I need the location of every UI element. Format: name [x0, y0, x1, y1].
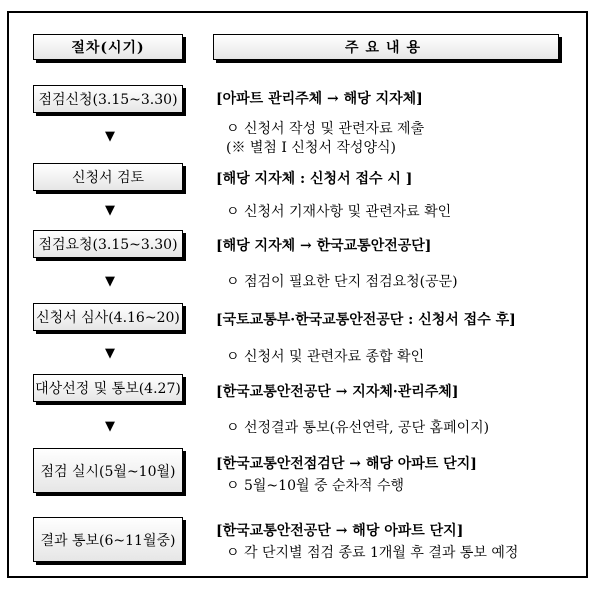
down-arrow-icon: ▼ — [105, 419, 115, 434]
step-item: (※ 별첨 Ⅰ 신청서 작성양식) — [226, 140, 396, 156]
step-box-review: 신청서 검토 — [33, 163, 183, 191]
step-box-application: 점검신청(3.15~3.30) — [33, 85, 183, 113]
step-box-inspection: 점검 실시(5월~10월) — [33, 448, 183, 493]
step-item: ㅇ 5월~10월 중 순차적 수행 — [226, 475, 404, 495]
step-item: ㅇ 점검이 필요한 단지 점검요청(공문) — [226, 271, 458, 291]
down-arrow-icon: ▼ — [105, 129, 115, 144]
step-item: ㅇ 신청서 및 관련자료 종합 확인 — [226, 346, 424, 366]
step-box-request: 점검요청(3.15~3.30) — [33, 230, 183, 258]
bullet-marker: ㅇ — [226, 349, 240, 365]
step-title-inspection: [한국교통안전점검단 → 해당 아파트 단지] — [216, 456, 477, 472]
step-title-application: [아파트 관리주체 → 해당 지자체] — [216, 91, 423, 107]
bullet-marker: ㅇ — [226, 274, 240, 290]
step-item: ㅇ 선정결과 통보(유선연락, 공단 홈페이지) — [226, 417, 489, 437]
step-box-result: 결과 통보(6~11월중) — [33, 517, 183, 562]
step-title-review: [해당 지자체 : 신청서 접수 시 ] — [216, 171, 413, 187]
step-title-screening: [국토교통부·한국교통안전공단 : 신청서 접수 후] — [216, 312, 516, 328]
step-box-selection: 대상선정 및 통보(4.27) — [33, 374, 183, 402]
down-arrow-icon: ▼ — [105, 203, 115, 218]
step-item: ㅇ 신청서 기재사항 및 관련자료 확인 — [226, 201, 451, 221]
step-title-request: [해당 지자체 → 한국교통안전공단] — [216, 238, 432, 254]
down-arrow-icon: ▼ — [105, 274, 115, 289]
header-main-content: 주요내용 — [213, 34, 559, 60]
step-title-selection: [한국교통안전공단 → 지자체·관리주체] — [216, 384, 459, 400]
step-item: ㅇ 신청서 작성 및 관련자료 제출 — [226, 118, 424, 138]
bullet-marker: ㅇ — [226, 545, 240, 561]
down-arrow-icon: ▼ — [105, 346, 115, 361]
bullet-marker: ㅇ — [226, 478, 240, 494]
step-item: ㅇ 각 단지별 점검 종료 1개월 후 결과 통보 예정 — [226, 542, 518, 562]
bullet-marker: ㅇ — [226, 204, 240, 220]
bullet-marker: ㅇ — [226, 420, 240, 436]
step-title-result: [한국교통안전공단 → 해당 아파트 단지] — [216, 523, 464, 539]
header-procedure: 절차(시기) — [33, 34, 183, 60]
bullet-marker: ㅇ — [226, 121, 240, 137]
step-box-screening: 신청서 심사(4.16~20) — [33, 303, 183, 331]
